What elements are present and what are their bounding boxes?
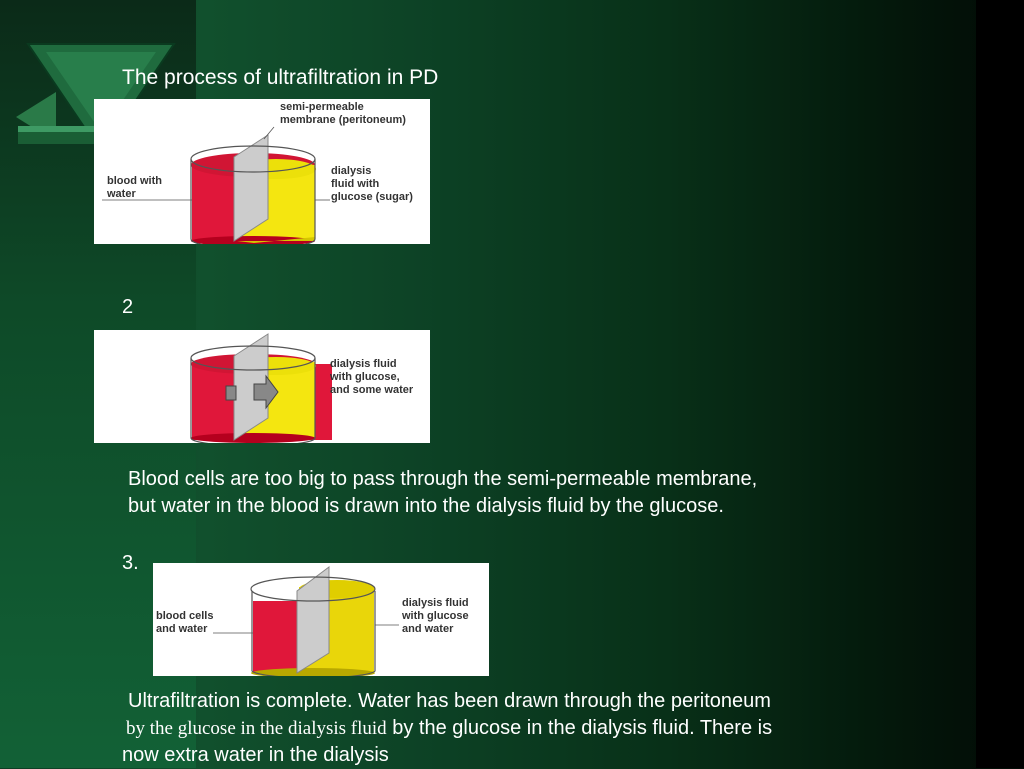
label-fluid-3: and water (402, 623, 454, 635)
label-fluid-2: with glucose, (330, 371, 400, 383)
caption-3-line-2-rest: by the glucose in the dialysis fluid. There is (386, 717, 773, 739)
diagram-2-panel (94, 330, 430, 443)
label-blood-1: blood cells (156, 610, 214, 622)
label-blood-1: blood with (107, 175, 162, 187)
label-membrane-1: semi-permeable (280, 101, 364, 113)
diagram-3-panel (153, 563, 489, 676)
label-blood-2: water (107, 188, 136, 200)
diagram-3-beaker (153, 563, 489, 676)
label-fluid-1: dialysis fluid (402, 597, 469, 609)
label-fluid-1: dialysis fluid (330, 358, 397, 370)
step-2-number: 2 (122, 296, 134, 318)
label-fluid-3: and some water (330, 384, 414, 396)
caption-step-3 (122, 688, 772, 769)
caption-3-line-2 (122, 715, 772, 742)
right-decorative-band (976, 0, 1024, 768)
diagram-1-beaker (94, 99, 430, 244)
diagram-2-beaker (94, 330, 430, 443)
slide-title: The process of ultrafiltration in PD (122, 66, 439, 89)
caption-2-line-2: but water in the blood is drawn into the dialysis fluid by the glucose. (128, 495, 724, 517)
label-blood-2: and water (156, 623, 208, 635)
label-fluid-1: dialysis (331, 165, 372, 177)
caption-3-line-3: now extra water in the dialysis (122, 744, 389, 766)
diagram-1-panel (94, 99, 430, 244)
label-fluid-2: with glucose (402, 610, 469, 622)
step-3-number: 3. (122, 552, 139, 574)
caption-step-2 (128, 466, 757, 520)
label-membrane-2: membrane (peritoneum) (280, 114, 406, 126)
label-fluid-2: fluid with (331, 178, 380, 190)
caption-2-line-1: Blood cells are too big to pass through the semi-permeable membrane, (128, 468, 758, 490)
caption-3-line-1: Ultrafiltration is complete. Water has been drawn through the peritoneum (128, 690, 771, 712)
label-fluid-3: glucose (sugar) (331, 191, 413, 203)
caption-3-serif-fragment: by the glucose in the dialysis fluid (126, 718, 387, 739)
